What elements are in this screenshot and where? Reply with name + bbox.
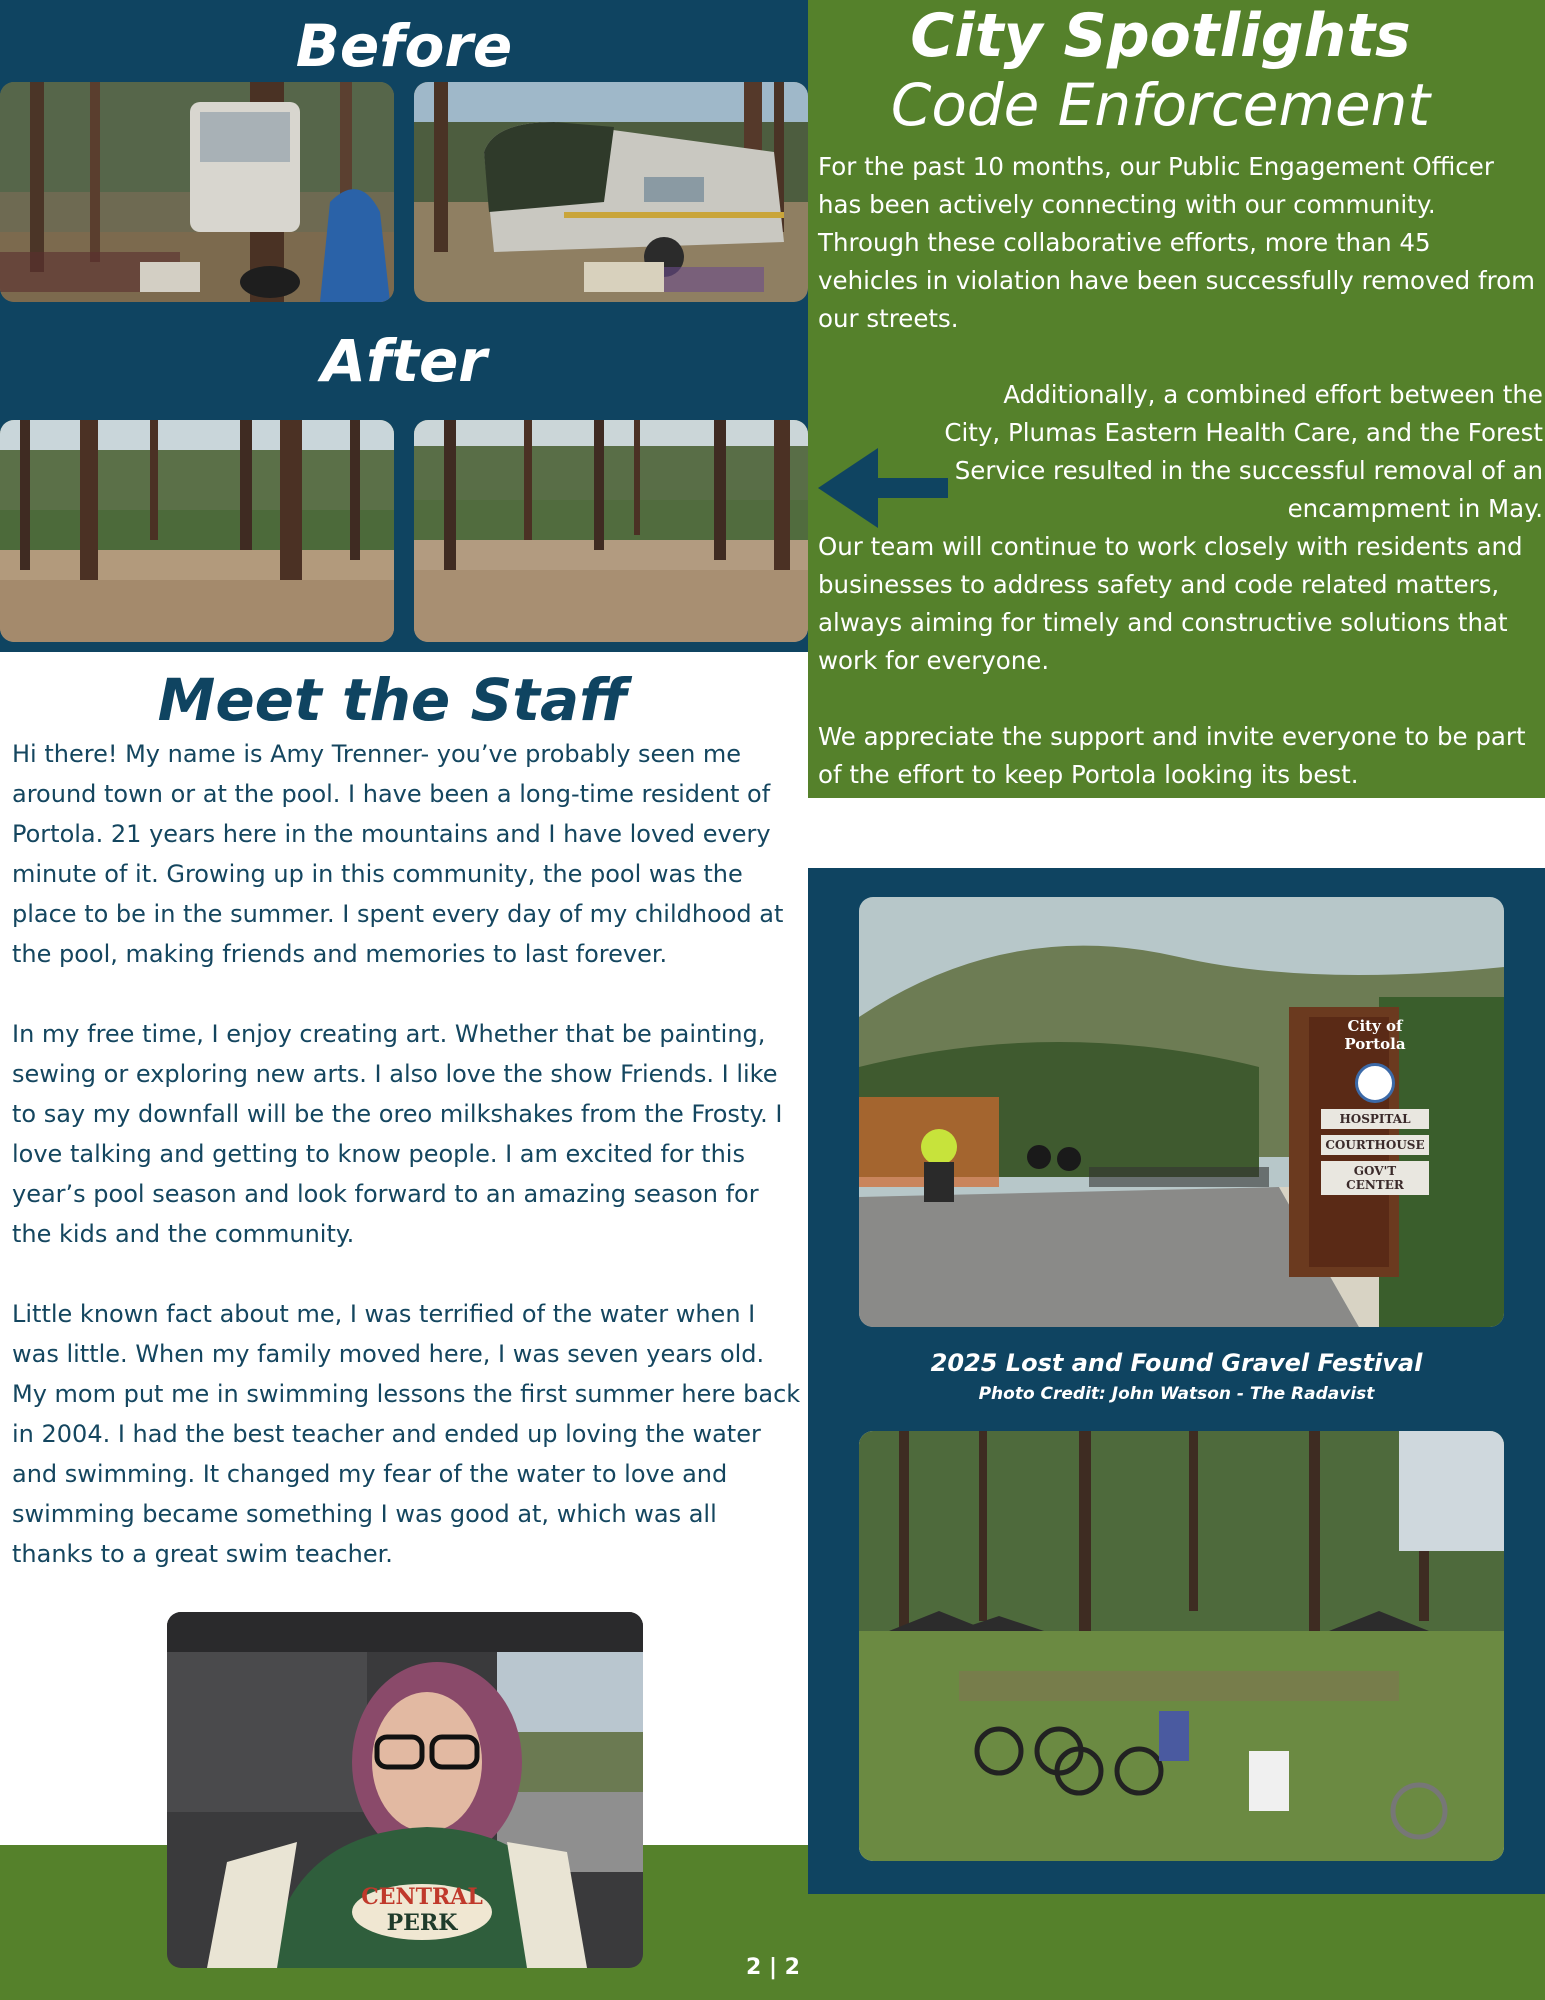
sign-item-courthouse: COURTHOUSE [1321,1135,1429,1155]
festival-caption-title: 2025 Lost and Found Gravel Festival [930,1349,1423,1377]
sign-item-hospital: HOSPITAL [1321,1109,1429,1129]
shirt-text-bottom: PERK [386,1910,458,1936]
city-seal-icon [1355,1063,1395,1103]
festival-photo-crowd [859,1431,1504,1861]
staff-paragraph-3: Little known fact about me, I was terrified of the water when I was little. When my family moved here, I was seven years old. My mom put me in swimming lessons the first summer here back in 2004. I had the best teacher and ended up loving the water and swimming. It changed my fear of the water to love and swimming became something I was good at, which was all thanks to a great swim teacher. [12,1300,801,1568]
spotlight-paragraph-3: Our team will continue to work closely with residents and businesses to address safety and code related matters, always aiming for timely and constructive solutions that work for everyone. [818,532,1523,675]
staff-paragraph-1: Hi there! My name is Amy Trenner- you’ve probably seen me around town or at the pool. I have been a long-time resident of Portola. 21 years here in the mountains and I have loved every minute of it. Growing up in this community, the pool was the place to be in the summer. I spent every day of my childhood at the pool, making friends and memories to last forever. [12,740,784,968]
spotlight-paragraph-1: For the past 10 months, our Public Engagement Officer has been actively connecting with our community. Through these collaborative efforts, more than 45 vehicles in violation have been successfully removed from our streets. [818,152,1535,333]
staff-portrait-photo [167,1612,643,1968]
page-number: 2 | 2 [746,1955,800,1980]
spotlight-title: City Spotlights [910,1,1411,71]
spotlight-subtitle: Code Enforcement [890,71,1431,139]
after-photo-cleared-forest-2 [414,420,808,642]
before-photo-camper [0,82,394,302]
city-sign-name: City of Portola [1344,1017,1406,1053]
city-sign [1315,1009,1435,1229]
after-heading: After [321,327,487,395]
spotlight-paragraph-2: Additionally, a combined effort between the City, Plumas Eastern Health Care, and the Forest Service resulted in the successful removal of an encampment in May. [944,380,1543,523]
festival-panel [808,868,1545,1894]
festival-photo-riders [859,897,1504,1327]
before-heading: Before [295,12,513,80]
city-spotlight-panel [808,0,1545,798]
shirt-text-top: CENTRAL [361,1884,483,1910]
sign-item-govt-center: GOV'T CENTER [1321,1161,1429,1195]
arrow-left-icon [818,448,948,528]
after-photo-cleared-forest-1 [0,420,394,642]
before-photo-trailer [414,82,808,302]
before-after-panel [0,0,808,652]
staff-paragraph-2: In my free time, I enjoy creating art. Whether that be painting, sewing or exploring new arts. I also love the show Friends. I like to say my downfall will be the oreo milkshakes from the Frosty. I love talking and getting to know people. I am excited for this year’s pool season and look forward to an amazing season for the kids and the community. [12,1020,783,1248]
festival-caption-credit: Photo Credit: John Watson - The Radavist [978,1384,1375,1404]
spotlight-paragraph-4: We appreciate the support and invite everyone to be part of the effort to keep Portola looking its best. [818,722,1526,789]
staff-heading: Meet the Staff [157,666,628,734]
